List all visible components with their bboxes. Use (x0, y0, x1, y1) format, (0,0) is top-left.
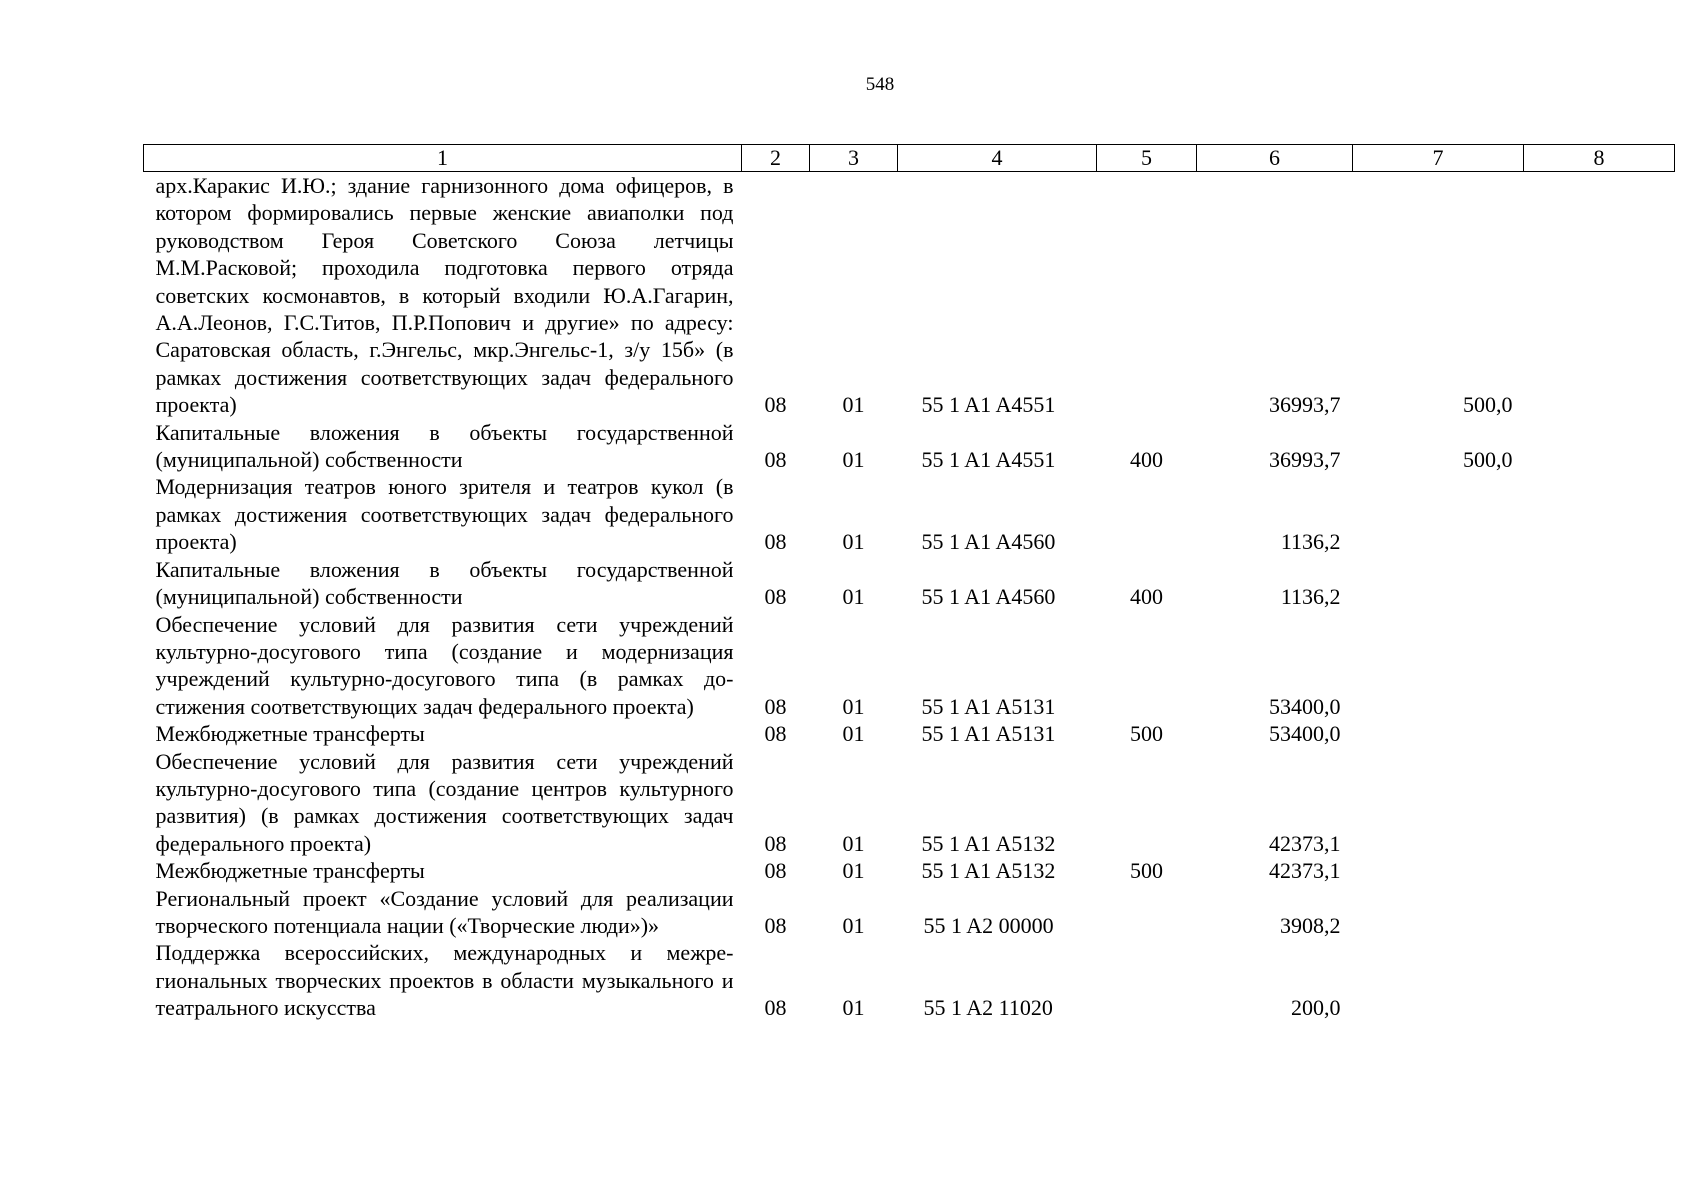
row-amount-6: 42373,1 (1269, 830, 1341, 856)
row-amount-6: 1136,2 (1280, 529, 1341, 555)
table-row (144, 857, 1675, 884)
table-row (144, 885, 1675, 940)
budget-table (143, 144, 1675, 1022)
row-section: 08 (764, 830, 787, 856)
row-expense-type (1097, 172, 1197, 419)
table-row (144, 748, 1675, 858)
column-header-8: 8 (1524, 145, 1675, 172)
row-name: Обеспечение условий для развития сети учреждений культурно-досугового типа (создание центров культурного развития) (в рамках достижения соответствующих задач федерального проекта) (155, 748, 734, 856)
row-name: арх.Каракис И.Ю.; здание гарнизонного дома офицеров, в котором формировались первые женские авиаполки под руководством Героя Советского Союза летчицы М.М.Расковой; проходила подготовка первого отряда советских космонавтов, в который входили Ю.А.Гагарин, А.А.Леонов, Г.С.Титов, П.Р.Попович и другие» по адресу: Саратовская область, г.Энгельс, мкр.Энгельс-1, з/у 15б» (в рамках достижения соответствующих задач федерального проекта) (155, 173, 734, 418)
column-header-4: 4 (898, 145, 1097, 172)
row-subsection: 01 (842, 447, 865, 473)
row-expense-type (1097, 885, 1197, 940)
row-amount-6: 3908,2 (1280, 912, 1341, 938)
row-name: Капитальные вложения в объекты государственной (муниципальной) собственности (155, 419, 734, 473)
row-target-article: 55 1 A1 A4551 (921, 447, 1056, 473)
row-amount-8 (1524, 556, 1675, 611)
row-name: Региональный проект «Создание условий для реализации творческого потенциала нации («Творческие люди»)» (155, 885, 734, 938)
table-row (144, 611, 1675, 721)
row-target-article: 55 1 A1 A5132 (921, 858, 1056, 884)
row-section: 08 (764, 693, 787, 719)
row-section: 08 (764, 584, 787, 610)
row-amount-6: 200,0 (1291, 995, 1341, 1021)
row-expense-type (1097, 473, 1197, 555)
row-target-article: 55 1 A1 A4560 (921, 529, 1056, 555)
row-expense-type (1097, 748, 1197, 858)
row-amount-6: 36993,7 (1269, 392, 1341, 418)
row-name: Капитальные вложения в объекты государственной (муниципальной) собственности (155, 556, 734, 610)
row-expense-type: 400 (1130, 584, 1163, 610)
column-header-6: 6 (1197, 145, 1353, 172)
row-expense-type: 400 (1130, 447, 1163, 473)
row-subsection: 01 (842, 721, 865, 747)
row-name: Модернизация театров юного зрителя и театров кукол (в рамках достижения соответствующих задач федерального проекта) (155, 474, 734, 555)
table-body (144, 172, 1675, 1022)
row-amount-6: 1136,2 (1280, 584, 1341, 610)
row-amount-7: 500,0 (1463, 392, 1513, 418)
header-row (144, 145, 1675, 172)
row-name: Обеспечение условий для развития сети учреждений культурно-досугового типа (создание и модернизация учреждений культурно-досугового типа (в рамках достижения соответствующих задач федерального проекта) (155, 611, 734, 719)
row-target-article: 55 1 A1 A5131 (921, 721, 1056, 747)
row-expense-type (1097, 611, 1197, 721)
row-amount-7 (1353, 885, 1524, 940)
row-section: 08 (764, 721, 787, 747)
row-subsection: 01 (842, 858, 865, 884)
column-header-1: 1 (144, 145, 742, 172)
row-amount-6: 53400,0 (1269, 693, 1341, 719)
row-amount-6: 53400,0 (1269, 721, 1341, 747)
row-amount-8 (1524, 720, 1675, 747)
row-name: Межбюджетные трансферты (155, 721, 425, 747)
row-amount-7 (1353, 857, 1524, 884)
row-target-article: 55 1 A1 A5132 (921, 830, 1056, 856)
table-row (144, 172, 1675, 419)
row-amount-8 (1524, 473, 1675, 555)
row-amount-6: 36993,7 (1269, 447, 1341, 473)
row-amount-8 (1524, 885, 1675, 940)
row-amount-8 (1524, 748, 1675, 858)
row-amount-7 (1353, 939, 1524, 1021)
row-name: Межбюджетные трансферты (155, 858, 425, 884)
row-subsection: 01 (842, 529, 865, 555)
row-subsection: 01 (842, 392, 865, 418)
row-target-article: 55 1 A2 00000 (923, 912, 1054, 938)
table-row (144, 419, 1675, 474)
row-subsection: 01 (842, 584, 865, 610)
row-name: Поддержка всероссийских, международных и межрегиональных творческих проектов в области музыкального и театрального искусства (155, 940, 734, 1021)
row-amount-8 (1524, 939, 1675, 1021)
row-amount-7 (1353, 720, 1524, 747)
row-amount-8 (1524, 611, 1675, 721)
row-expense-type: 500 (1130, 858, 1163, 884)
column-header-5: 5 (1097, 145, 1197, 172)
row-amount-7 (1353, 556, 1524, 611)
table-row (144, 556, 1675, 611)
row-section: 08 (764, 529, 787, 555)
row-subsection: 01 (842, 912, 865, 938)
row-expense-type (1097, 939, 1197, 1021)
row-subsection: 01 (842, 830, 865, 856)
column-header-3: 3 (810, 145, 898, 172)
table-row (144, 473, 1675, 555)
row-section: 08 (764, 858, 787, 884)
row-amount-7 (1353, 611, 1524, 721)
row-target-article: 55 1 A1 A4560 (921, 584, 1056, 610)
row-target-article: 55 1 A1 A4551 (921, 392, 1056, 418)
row-section: 08 (764, 392, 787, 418)
row-amount-6: 42373,1 (1269, 858, 1341, 884)
column-header-2: 2 (742, 145, 810, 172)
row-expense-type: 500 (1130, 721, 1163, 747)
row-amount-8 (1524, 857, 1675, 884)
row-amount-7: 500,0 (1463, 447, 1513, 473)
row-target-article: 55 1 A2 11020 (923, 995, 1053, 1021)
row-subsection: 01 (842, 693, 865, 719)
page-number: 548 (865, 74, 895, 95)
row-amount-8 (1524, 419, 1675, 474)
row-subsection: 01 (842, 995, 865, 1021)
table-row (144, 720, 1675, 747)
row-amount-7 (1353, 748, 1524, 858)
row-section: 08 (764, 912, 787, 938)
table-row (144, 939, 1675, 1021)
table-header (144, 145, 1675, 172)
row-amount-7 (1353, 473, 1524, 555)
row-section: 08 (764, 447, 787, 473)
row-amount-8 (1524, 172, 1675, 419)
row-section: 08 (764, 995, 787, 1021)
row-target-article: 55 1 A1 A5131 (921, 693, 1056, 719)
column-header-7: 7 (1353, 145, 1524, 172)
